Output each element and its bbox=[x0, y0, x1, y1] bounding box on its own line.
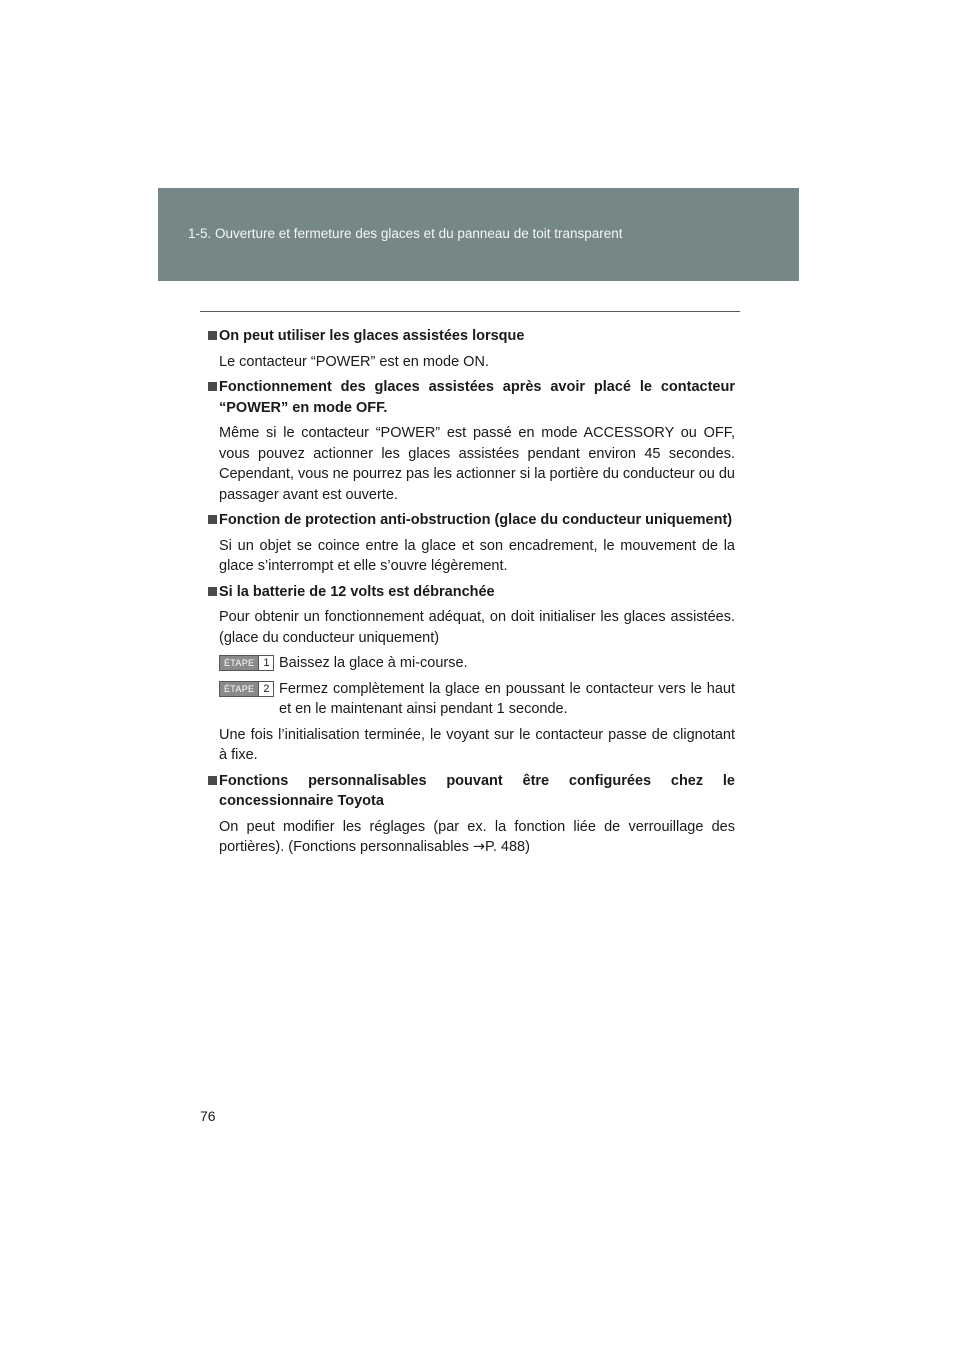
section-header-band bbox=[158, 188, 799, 281]
heading-text: Fonction de protection anti-obstruction (glace du conducteur uniquement) bbox=[219, 512, 733, 528]
step-badge bbox=[219, 681, 274, 697]
bullet-square-icon bbox=[208, 382, 217, 391]
paragraph: Pour obtenir un fonctionnement adéquat, on doit initialiser les glaces assistées. (glace du conducteur uniquement) bbox=[219, 609, 735, 646]
step-badge-number: 1 bbox=[258, 656, 273, 670]
step-text: Baissez la glace à mi-course. bbox=[279, 655, 468, 671]
step-item bbox=[200, 653, 735, 674]
heading-text: Si la batterie de 12 volts est débranchée bbox=[219, 583, 495, 600]
heading-text: Fonctions personnalisables pouvant être configurées chez le concessionnaire Toyota bbox=[219, 772, 735, 809]
section-title: 1-5. Ouverture et fermeture des glaces et du panneau de toit transparent bbox=[188, 226, 623, 241]
page-reference-link[interactable]: P. 488) bbox=[485, 839, 530, 855]
paragraph: Le contacteur “POWER” est en mode ON. bbox=[219, 353, 489, 370]
step-item bbox=[200, 679, 735, 720]
bullet-square-icon bbox=[208, 515, 217, 524]
section-heading-power-off bbox=[200, 377, 735, 418]
step-badge-label: ÉTAPE bbox=[220, 656, 258, 670]
step-badge-label: ÉTAPE bbox=[220, 682, 258, 696]
page-content bbox=[200, 326, 735, 863]
paragraph-text: On peut modifier les réglages (par ex. la fonction liée de verrouillage des portières). (Fonctions personnalisables bbox=[219, 818, 735, 855]
step-badge bbox=[219, 655, 274, 671]
heading-text: On peut utiliser les glaces assistées lorsque bbox=[219, 328, 525, 344]
paragraph bbox=[200, 817, 735, 858]
heading-text: Fonctionnement des glaces assistées après avoir placé le contacteur “POWER” en mode OFF. bbox=[219, 379, 735, 416]
paragraph: Si un objet se coince entre la glace et son encadrement, le mouvement de la glace s’interrompt et elle s’ouvre légèrement. bbox=[219, 537, 735, 574]
top-rule-divider bbox=[200, 311, 740, 312]
paragraph: Une fois l’initialisation terminée, le voyant sur le contacteur passe de clignotant à fixe. bbox=[219, 726, 735, 763]
section-heading-customizable bbox=[200, 771, 735, 812]
step-badge-number: 2 bbox=[258, 682, 273, 696]
section-heading-battery bbox=[200, 582, 735, 603]
section-heading-power-on bbox=[200, 326, 735, 347]
paragraph: Même si le contacteur “POWER” est passé en mode ACCESSORY ou OFF, vous pouvez actionner les glaces assistées pendant environ 45 secondes. Cependant, vous ne pourrez pas les actionner si la portière du conducteur ou du passager avant est ouverte. bbox=[219, 425, 735, 503]
bullet-square-icon bbox=[208, 331, 217, 340]
step-text: Fermez complètement la glace en poussant le contacteur vers le haut et en le maintenant ainsi pendant 1 seconde. bbox=[279, 680, 735, 717]
bullet-square-icon bbox=[208, 587, 217, 596]
section-heading-anti-obstruction bbox=[200, 510, 735, 531]
page-number: 76 bbox=[200, 1108, 216, 1124]
bullet-square-icon bbox=[208, 776, 217, 785]
arrow-right-icon: → bbox=[472, 839, 486, 855]
